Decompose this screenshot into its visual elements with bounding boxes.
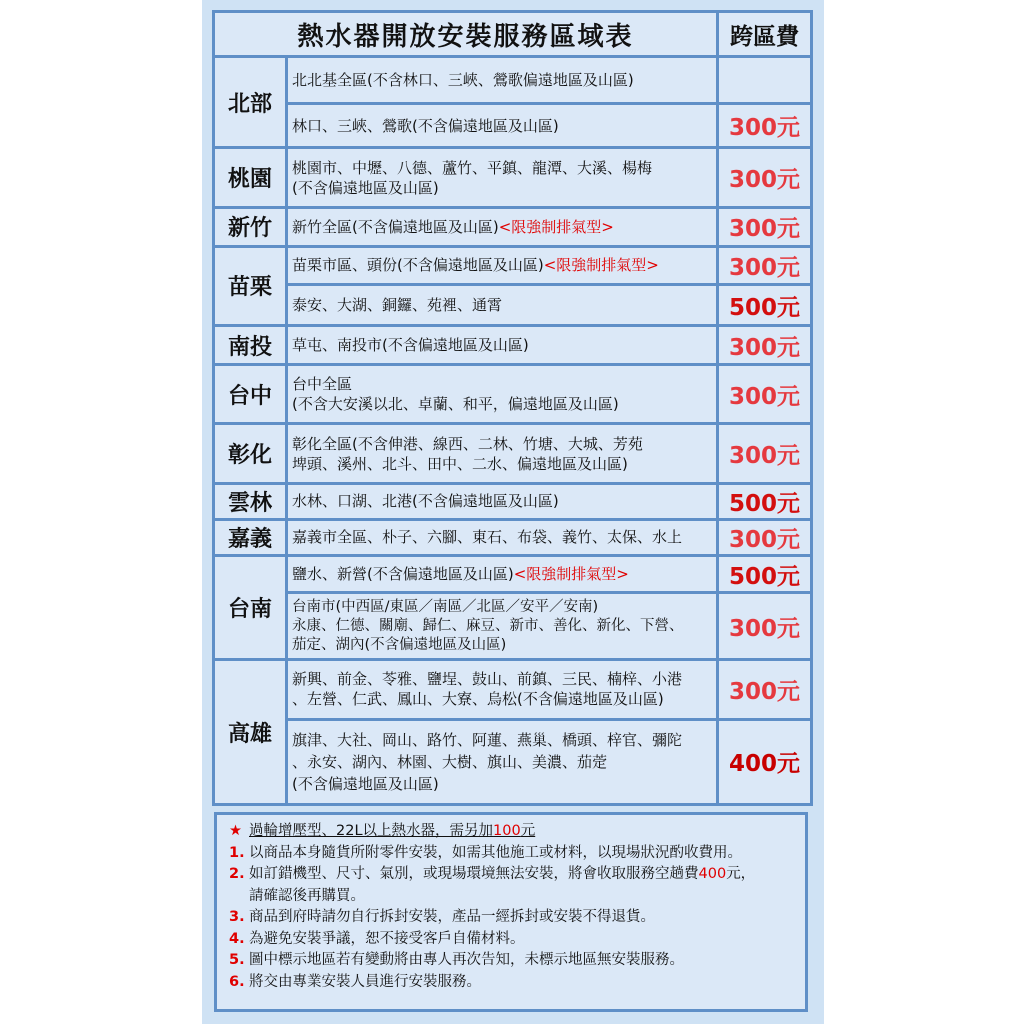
fee-cell: 300元 [719, 105, 810, 146]
surcharge-amount: 100 [493, 823, 521, 839]
area-text: 鹽水、新營(不含偏遠地區及山區) [292, 565, 514, 584]
region-label: 嘉義 [215, 521, 285, 554]
table-row [215, 327, 810, 363]
surcharge-unit: 元 [520, 823, 536, 839]
fee-cell: 500元 [719, 286, 810, 324]
region-label: 北部 [215, 58, 285, 146]
area-cell: 彰化全區(不含伸港、線西、二林、竹塘、大城、芳苑 埤頭、溪州、北斗、田中、二水、偏遠地區及山區) [288, 425, 716, 481]
area-text: 苗栗市區、頭份(不含偏遠地區及山區) [292, 256, 544, 275]
table-row [215, 485, 810, 518]
surcharge-note [229, 821, 797, 843]
fee-cell: 300元 [719, 209, 810, 245]
area-cell: 台中全區 (不含大安溪以北、卓蘭、和平，偏遠地區及山區) [288, 366, 716, 422]
table-row [215, 557, 810, 591]
table-row [215, 286, 810, 324]
table-row [215, 209, 810, 245]
note-item [229, 907, 797, 929]
note-number: 2. [229, 866, 245, 882]
region-label: 彰化 [215, 425, 285, 481]
table-row [215, 366, 810, 422]
region-label: 台中 [215, 366, 285, 422]
fee-cell: 300元 [719, 661, 810, 717]
note-item-continuation: 請確認後再購買。 [249, 887, 365, 904]
fee-cell: 300元 [719, 366, 810, 422]
area-cell [288, 209, 716, 245]
region-label: 桃園 [215, 149, 285, 205]
note-text: 將交由專業安裝人員進行安裝服務。 [249, 973, 481, 990]
area-cell: 桃園市、中壢、八德、蘆竹、平鎮、龍潭、大溪、楊梅 (不含偏遠地區及山區) [288, 149, 716, 205]
table-row [215, 594, 810, 658]
area-text: 新竹全區(不含偏遠地區及山區) [292, 217, 499, 236]
fee-cell: 300元 [719, 594, 810, 658]
table-row [215, 521, 810, 554]
fee-cell: 300元 [719, 425, 810, 481]
fee-cell: 300元 [719, 248, 810, 283]
area-cell: 泰安、大湖、銅鑼、苑裡、通霄 [288, 286, 716, 324]
exhaust-type-note: <限強制排氣型> [543, 256, 659, 275]
area-cell [288, 557, 716, 591]
note-text: 元， [726, 866, 756, 882]
surcharge-text [249, 823, 535, 839]
table-header-row [215, 13, 810, 55]
note-item [229, 929, 797, 951]
note-number: 1. [229, 844, 245, 861]
note-number: 4. [229, 930, 245, 947]
note-item [229, 950, 797, 972]
exhaust-type-note: <限強制排氣型> [513, 565, 629, 584]
note-text: 商品到府時請勿自行拆封安裝，產品一經拆封或安裝不得退貨。 [249, 909, 655, 925]
note-text: 為避免安裝爭議，恕不接受客戶自備材料。 [249, 930, 525, 947]
note-number: 5. [229, 952, 245, 968]
table-row [215, 248, 810, 283]
fee-cell: 400元 [719, 721, 810, 803]
service-area-table [212, 10, 813, 806]
table-row [215, 149, 810, 205]
table-row [215, 661, 810, 717]
note-item [229, 864, 797, 886]
table-title: 熱水器開放安裝服務區域表 [215, 13, 716, 55]
note-text: 如訂錯機型、尺寸、氣別，或現場環境無法安裝，將會收取服務空趟費 [249, 866, 699, 882]
area-cell: 北北基全區(不含林口、三峽、鶯歌偏遠地區及山區) [288, 58, 716, 102]
note-item [229, 972, 797, 994]
no-show-fee-amount: 400 [698, 866, 727, 882]
table-row [215, 721, 810, 803]
note-text: 圖中標示地區若有變動將由專人再次告知，未標示地區無安裝服務。 [249, 952, 684, 968]
fee-cell: 300元 [719, 327, 810, 363]
area-cell: 嘉義市全區、朴子、六腳、東石、布袋、義竹、太保、水上 [288, 521, 716, 554]
region-label: 台南 [215, 557, 285, 658]
note-item [229, 843, 797, 865]
table-row [215, 105, 810, 146]
fee-cell: 500元 [719, 557, 810, 591]
area-cell: 水林、口湖、北港(不含偏遠地區及山區) [288, 485, 716, 518]
fee-cell: 300元 [719, 521, 810, 554]
fee-column-header: 跨區費 [719, 13, 810, 55]
region-label: 苗栗 [215, 248, 285, 324]
area-cell: 新興、前金、苓雅、鹽埕、鼓山、前鎮、三民、楠梓、小港 、左營、仁武、鳳山、大寮、烏松(不含偏遠地區及山區) [288, 661, 716, 717]
region-label: 新竹 [215, 209, 285, 245]
area-cell: 旗津、大社、岡山、路竹、阿蓮、燕巢、橋頭、梓官、彌陀 、永安、湖內、林園、大樹、旗山、美濃、茄萣 (不含偏遠地區及山區) [288, 721, 716, 803]
fee-cell: 300元 [719, 149, 810, 205]
region-label: 高雄 [215, 661, 285, 803]
area-cell: 台南市(中西區/東區／南區／北區／安平／安南) 永康、仁德、關廟、歸仁、麻豆、新市、善化、新化、下營、 茄定、湖內(不含偏遠地區及山區) [288, 594, 716, 658]
region-label: 南投 [215, 327, 285, 363]
region-label: 雲林 [215, 485, 285, 518]
star-icon: ★ [229, 823, 242, 839]
area-cell: 林口、三峽、鶯歌(不含偏遠地區及山區) [288, 105, 716, 146]
table-row [215, 58, 810, 102]
table-row [215, 425, 810, 481]
surcharge-label: 過輪增壓型、22L以上熱水器，需另加 [249, 823, 494, 839]
note-number: 6. [229, 973, 245, 990]
notes-box [214, 812, 808, 1012]
area-cell [288, 248, 716, 283]
area-cell: 草屯、南投市(不含偏遠地區及山區) [288, 327, 716, 363]
fee-cell: 500元 [719, 485, 810, 518]
note-number: 3. [229, 909, 245, 925]
exhaust-type-note: <限強制排氣型> [498, 217, 614, 236]
note-text: 以商品本身隨貨所附零件安裝，如需其他施工或材料，以現場狀況酌收費用。 [249, 844, 742, 861]
fee-cell [719, 58, 810, 102]
